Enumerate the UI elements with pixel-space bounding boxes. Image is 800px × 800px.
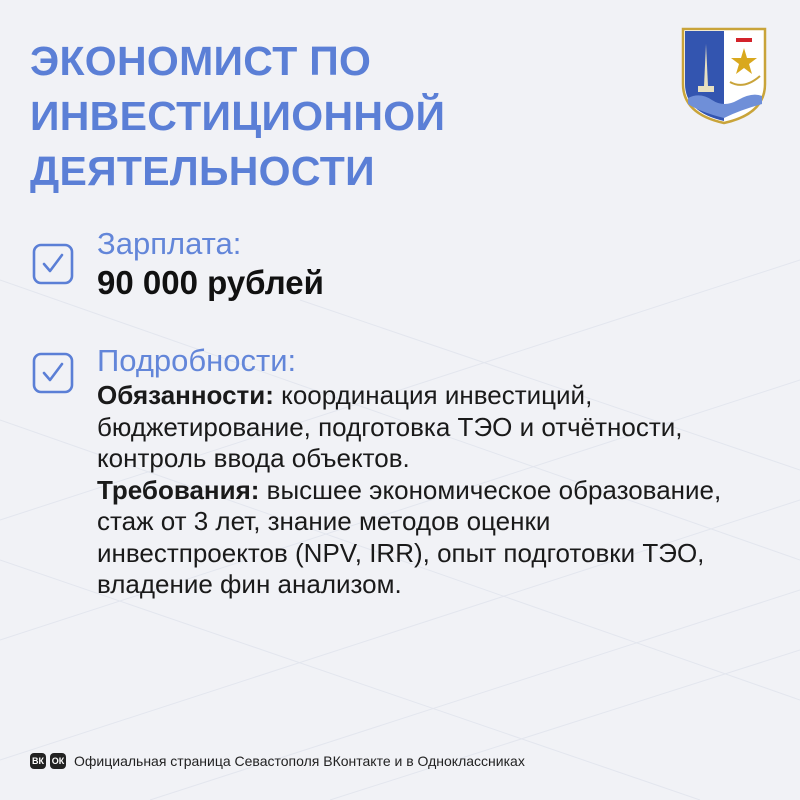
ok-icon[interactable]: ОК	[50, 753, 66, 769]
title-line-1: ЭКОНОМИСТ ПО	[30, 38, 372, 84]
requirements-label: Требования:	[97, 474, 260, 505]
salary-label: Зарплата:	[97, 226, 242, 261]
title-line-3: ДЕЯТЕЛЬНОСТИ	[30, 148, 375, 194]
title-line-2: ИНВЕСТИЦИОННОЙ	[30, 93, 446, 139]
vk-icon[interactable]: ВК	[30, 753, 46, 769]
salary-check-icon	[32, 243, 74, 285]
details-label: Подробности:	[97, 343, 297, 378]
footer	[30, 752, 525, 770]
coat-of-arms-icon	[680, 26, 768, 126]
salary-section	[97, 227, 324, 303]
details-check-icon	[32, 352, 74, 394]
duties-label: Обязанности:	[97, 380, 274, 410]
salary-value: 90 000 рублей	[97, 264, 324, 301]
details-section	[97, 344, 737, 601]
page-title	[30, 34, 445, 199]
requirements-text: высшее экономическое образование, стаж от 3 лет, знание методов оценки инвестпроектов (NPV, IRR), опыт подготовки ТЭО, владение фин анализом.	[97, 474, 722, 599]
details-text	[97, 380, 737, 601]
footer-text: Официальная страница Севастополя ВКонтакте и в Одноклассниках	[74, 753, 525, 769]
duties-text: координация инвестиций, бюджетирование, подготовка ТЭО и отчётности, контроль ввода объектов.	[97, 380, 683, 473]
